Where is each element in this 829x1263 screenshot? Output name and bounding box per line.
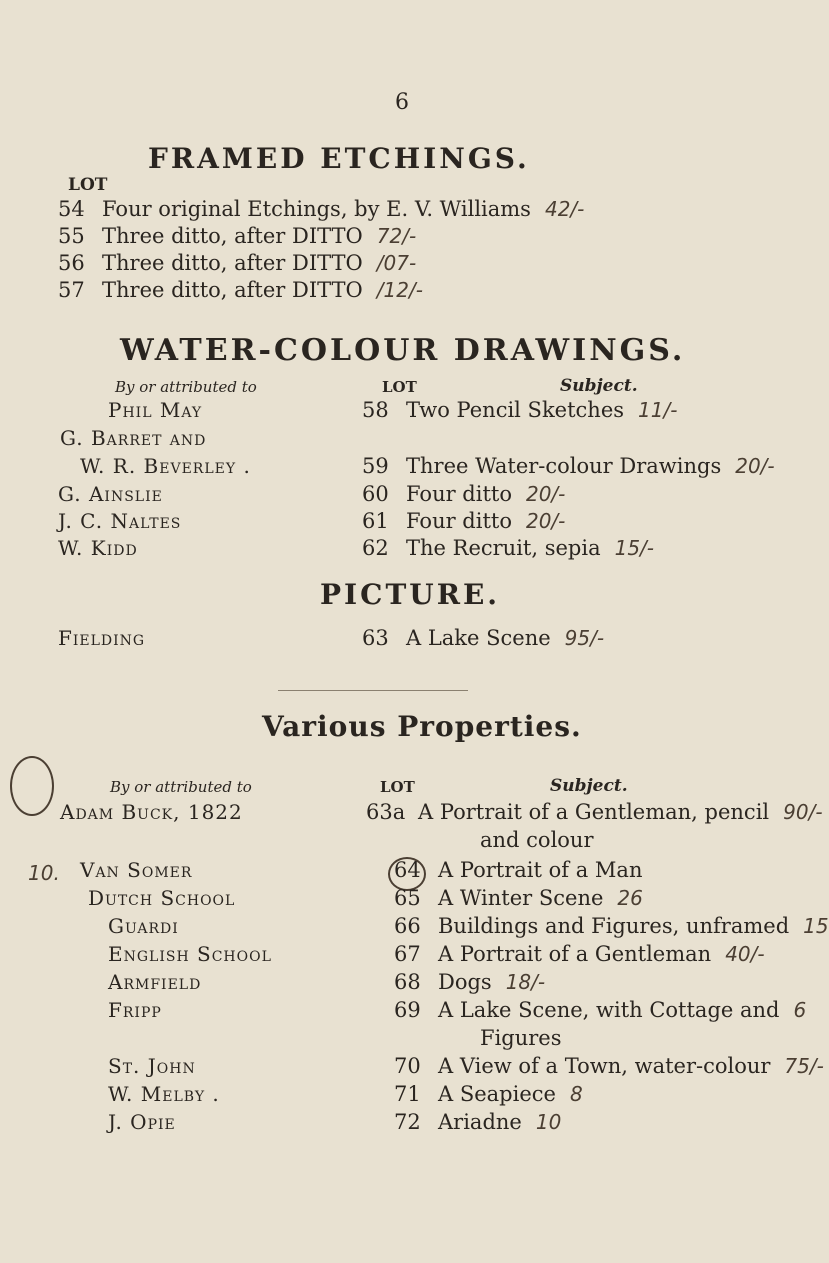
handwritten-price: 20/-	[525, 509, 566, 533]
wc-row-59	[80, 454, 775, 478]
section-divider	[278, 690, 468, 691]
framed-etchings-heading: FRAMED ETCHINGS.	[148, 142, 530, 175]
lot-subject: Four ditto	[406, 509, 512, 533]
lot-subject: Four ditto	[406, 482, 512, 506]
lot-subject: A View of a Town, water-colour	[438, 1054, 771, 1078]
framed-item-54	[58, 197, 584, 221]
handwritten-price: 10	[535, 1110, 562, 1134]
artist-name: Armfield	[108, 970, 202, 994]
handwritten-margin-note: 10.	[28, 861, 60, 885]
page-number: 6	[395, 90, 409, 115]
picture-heading: PICTURE.	[320, 578, 501, 611]
various-row-63a	[60, 800, 823, 824]
wc-row-62	[58, 536, 654, 560]
handwritten-price: 6	[793, 998, 807, 1022]
lot-number: 67	[394, 942, 421, 966]
lot-number: 68	[394, 970, 421, 994]
artist-name: Fielding	[58, 626, 146, 650]
lot-description: Three ditto, after DITTO	[102, 251, 363, 275]
handwritten-price: 20/-	[735, 454, 775, 478]
artist-name: W. Melby .	[108, 1082, 220, 1106]
various-row-66	[108, 914, 829, 938]
lot-number: 56	[58, 251, 85, 275]
lot-number: 70	[394, 1054, 421, 1078]
lot-number: 55	[58, 224, 85, 248]
artist-name: English School	[108, 942, 272, 966]
lot-number: 65	[394, 886, 421, 910]
various-row-67	[108, 942, 765, 966]
lot-label: LOT	[68, 175, 108, 195]
lot-subject: A Portrait of a Gentleman	[438, 942, 712, 966]
lot-number: 63a	[366, 800, 406, 824]
wc-row-61	[58, 509, 565, 533]
various-row-70	[108, 1054, 824, 1078]
lot-subject: A Seapiece	[438, 1082, 556, 1106]
artist-name: G. Ainslie	[58, 482, 163, 506]
lot-subject: A Winter Scene	[438, 886, 604, 910]
handwritten-price: 72/-	[376, 224, 417, 248]
various-row-69-cont	[480, 1026, 562, 1050]
lot-subject: A Portrait of a Man	[438, 858, 643, 882]
various-properties-heading: Various Properties.	[262, 710, 582, 743]
lot-subject: Dogs	[438, 970, 492, 994]
lot-description: Four original Etchings, by E. V. Williams	[102, 197, 531, 221]
handwritten-price: /12/-	[376, 278, 423, 302]
lot-number: 58	[362, 398, 389, 422]
handwritten-price: 42/-	[544, 197, 585, 221]
artist-name: J. C. Naltes	[58, 509, 182, 533]
handwritten-price: 8	[569, 1082, 583, 1106]
lot-subject: Ariadne	[438, 1110, 522, 1134]
lot-subject: A Lake Scene, with Cottage and	[438, 998, 780, 1022]
artist-name: Dutch School	[88, 886, 236, 910]
framed-item-55	[58, 224, 416, 248]
lot-description: Three ditto, after DITTO	[102, 224, 363, 248]
handwritten-price: 18/-	[505, 970, 546, 994]
handwritten-price: 90/-	[783, 800, 823, 824]
artist-name: St. John	[108, 1054, 196, 1078]
artist-name: W. R. Beverley .	[80, 454, 251, 478]
artist-name: Guardi	[108, 914, 179, 938]
lot-number: 71	[394, 1082, 421, 1106]
artist-name: Phil May	[108, 398, 203, 422]
lot-number: 54	[58, 197, 85, 221]
various-row-68	[108, 970, 545, 994]
lot-subject: The Recruit, sepia	[406, 536, 601, 560]
lot-number: 64	[394, 858, 421, 882]
lot-number: 60	[362, 482, 389, 506]
watercolour-heading: WATER-COLOUR DRAWINGS.	[120, 333, 686, 368]
lot-column-header: LOT	[382, 378, 417, 396]
lot-number: 69	[394, 998, 421, 1022]
artist-name: Adam Buck, 1822	[60, 800, 243, 824]
lot-number: 63	[362, 626, 389, 650]
handwritten-price: 15	[803, 914, 829, 938]
handwritten-price: 15/-	[614, 536, 654, 560]
subject-column-header: Subject.	[550, 776, 628, 796]
artist-column-header: By or attributed to	[110, 778, 252, 796]
artist-name: W. Kidd	[58, 536, 138, 560]
artist-name: J. Opie	[108, 1110, 176, 1134]
lot-column-header: LOT	[380, 778, 415, 796]
handwritten-price: 20/-	[525, 482, 566, 506]
lot-subject: A Portrait of a Gentleman, pencil	[418, 800, 770, 824]
various-row-72	[108, 1110, 561, 1134]
lot-subject: Three Water-colour Drawings	[406, 454, 722, 478]
artist-column-header: By or attributed to	[115, 378, 257, 396]
various-row-65	[88, 886, 643, 910]
subject-column-header: Subject.	[560, 376, 638, 396]
artist-name: Van Somer	[80, 858, 193, 882]
lot-number: 57	[58, 278, 85, 302]
various-row-64	[80, 858, 656, 882]
framed-item-56	[58, 251, 416, 275]
handwritten-price: /07-	[376, 251, 417, 275]
handwritten-price: 26	[617, 886, 643, 910]
various-row-63a-cont	[480, 828, 594, 852]
lot-subject: Buildings and Figures, unframed	[438, 914, 790, 938]
wc-row-barret	[60, 426, 206, 450]
lot-description: Three ditto, after DITTO	[102, 278, 363, 302]
framed-item-57	[58, 278, 423, 302]
artist-name: G. Barret and	[60, 426, 207, 450]
various-row-71	[108, 1082, 583, 1106]
handwritten-price: 40/-	[725, 942, 765, 966]
lot-number: 72	[394, 1110, 421, 1134]
lot-number: 66	[394, 914, 421, 938]
picture-row-63	[58, 626, 604, 650]
handwritten-circle-mark	[10, 756, 54, 816]
handwritten-price: 11/-	[638, 398, 678, 422]
lot-subject-continuation: and colour	[480, 828, 594, 852]
wc-row-60	[58, 482, 565, 506]
artist-name: Fripp	[108, 998, 162, 1022]
lot-number: 61	[362, 509, 389, 533]
lot-subject: A Lake Scene	[406, 626, 551, 650]
lot-number: 59	[362, 454, 389, 478]
lot-subject-continuation: Figures	[480, 1026, 562, 1050]
handwritten-price: 75/-	[784, 1054, 824, 1078]
various-row-69	[108, 998, 806, 1022]
lot-number: 62	[362, 536, 389, 560]
handwritten-price: 95/-	[564, 626, 605, 650]
wc-row-58	[108, 398, 677, 422]
lot-subject: Two Pencil Sketches	[406, 398, 625, 422]
